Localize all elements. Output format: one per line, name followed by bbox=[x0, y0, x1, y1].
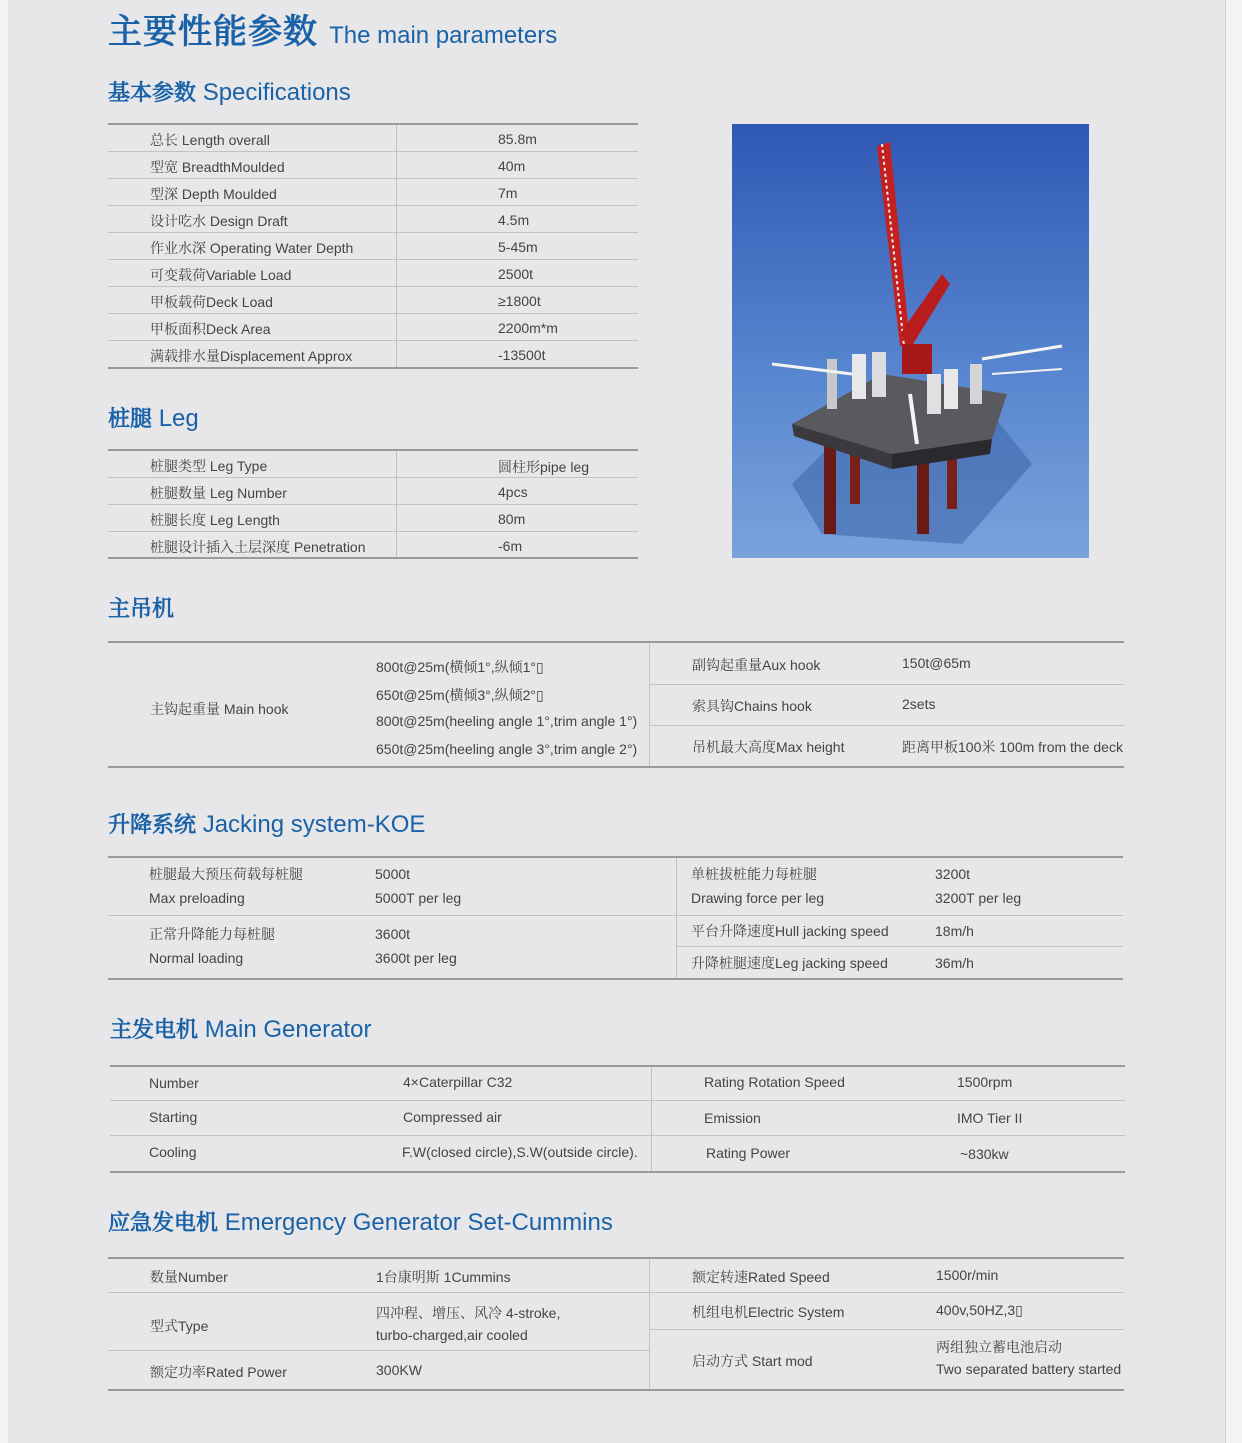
emergency-generator-table bbox=[108, 1257, 1124, 1391]
row-label: 型深 Depth Moulded bbox=[150, 186, 277, 202]
page-edge-right bbox=[1225, 0, 1242, 1443]
table-row bbox=[108, 152, 638, 179]
main-hook-value-4: 650t@25m(heeling angle 3°,trim angle 2°) bbox=[376, 741, 638, 757]
leg-heading bbox=[108, 402, 199, 433]
drawing-force-value-2: 3200T per leg bbox=[935, 890, 1022, 906]
column-divider bbox=[676, 858, 677, 978]
leg-table bbox=[108, 449, 638, 559]
crane-heading bbox=[108, 592, 174, 623]
specifications-heading bbox=[108, 76, 351, 107]
drawing-force-value-1: 3200t bbox=[935, 866, 971, 882]
row-label: 总长 Length overall bbox=[150, 132, 270, 148]
emergency-start-value-1: 两组独立蓄电池启动 bbox=[936, 1339, 1062, 1355]
row-label: 作业水深 Operating Water Depth bbox=[150, 240, 354, 256]
leg-jacking-label: 升降桩腿速度Leg jacking speed bbox=[691, 955, 888, 971]
emission-label: Emission bbox=[704, 1110, 761, 1126]
table-row bbox=[108, 206, 638, 233]
specifications-heading-zh: 基本参数 bbox=[108, 81, 197, 106]
row-value: 80m bbox=[498, 511, 526, 527]
column-divider bbox=[649, 1259, 650, 1389]
emergency-type-label: 型式Type bbox=[150, 1318, 209, 1334]
main-hook-value-2: 650t@25m(横倾3°,纵倾2°▯ bbox=[376, 687, 544, 703]
row-label: 甲板面积Deck Area bbox=[150, 321, 271, 337]
table-row bbox=[108, 125, 638, 152]
table-row bbox=[108, 505, 638, 532]
emergency-generator-heading-zh: 应急发电机 bbox=[108, 1211, 219, 1236]
row-value: -13500t bbox=[498, 347, 546, 363]
table-row bbox=[108, 341, 638, 367]
table-row bbox=[108, 179, 638, 206]
page-edge-left bbox=[0, 0, 8, 1443]
emergency-generator-heading bbox=[108, 1206, 613, 1237]
row-value: 7m bbox=[498, 185, 518, 201]
main-hook-value-1: 800t@25m(横倾1°,纵倾1°▯ bbox=[376, 659, 544, 675]
emergency-start-label: 启动方式 Start mod bbox=[692, 1353, 813, 1369]
rig-illustration bbox=[732, 124, 1089, 558]
table-row bbox=[108, 287, 638, 314]
row-label: 型宽 BreadthMoulded bbox=[150, 159, 285, 175]
rating-power-label: Rating Power bbox=[706, 1145, 791, 1161]
jacking-table bbox=[108, 856, 1123, 980]
emergency-number-label: 数量Number bbox=[150, 1269, 228, 1285]
drawing-force-label-zh: 单桩拔桩能力每桩腿 bbox=[691, 866, 817, 882]
emergency-electric-value: 400v,50HZ,3▯ bbox=[936, 1302, 1023, 1318]
row-label: 满载排水量Displacement Approx bbox=[150, 348, 353, 364]
page-title-en: The main parameters bbox=[329, 22, 558, 49]
row-divider bbox=[677, 946, 1123, 947]
normal-loading-value bbox=[375, 925, 457, 967]
row-label: 设计吃水 Design Draft bbox=[150, 213, 288, 229]
normal-loading-label bbox=[149, 925, 275, 967]
row-divider bbox=[110, 1100, 1125, 1101]
row-divider bbox=[650, 1329, 1124, 1330]
chains-hook-label: 索具钩Chains hook bbox=[692, 698, 812, 714]
main-hook-value-3: 800t@25m(heeling angle 1°,trim angle 1°) bbox=[376, 713, 638, 729]
generator-number-label: Number bbox=[149, 1075, 199, 1091]
max-height-label: 吊机最大高度Max height bbox=[692, 739, 845, 755]
row-value: 圆柱形pipe leg bbox=[498, 459, 590, 475]
main-generator-heading bbox=[110, 1013, 371, 1044]
rotation-speed-label: Rating Rotation Speed bbox=[704, 1074, 845, 1090]
generator-starting-value: Compressed air bbox=[403, 1109, 502, 1125]
emergency-rated-speed-value: 1500r/min bbox=[936, 1267, 999, 1283]
rating-power-value: ~830kw bbox=[960, 1146, 1009, 1162]
drawing-force-label bbox=[691, 865, 824, 907]
generator-number-value: 4×Caterpillar C32 bbox=[403, 1074, 513, 1090]
normal-loading-value-1: 3600t bbox=[375, 926, 411, 942]
specifications-heading-en: Specifications bbox=[202, 79, 351, 106]
emergency-rated-power-value: 300KW bbox=[376, 1362, 422, 1378]
table-row bbox=[108, 451, 638, 478]
column-divider bbox=[649, 643, 650, 766]
row-label: 桩腿长度 Leg Length bbox=[150, 512, 280, 528]
row-label: 甲板载荷Deck Load bbox=[150, 294, 273, 310]
jacking-heading bbox=[108, 808, 425, 839]
main-generator-heading-zh: 主发电机 bbox=[110, 1018, 199, 1043]
normal-loading-value-2: 3600t per leg bbox=[375, 950, 457, 966]
row-divider bbox=[108, 1292, 1124, 1293]
row-value: 85.8m bbox=[498, 131, 537, 147]
emergency-electric-label: 机组电机Electric System bbox=[692, 1304, 845, 1320]
emergency-start-value-2: Two separated battery started bbox=[936, 1361, 1122, 1377]
jacking-heading-en: Jacking system-KOE bbox=[202, 811, 426, 838]
row-divider bbox=[110, 1135, 1125, 1136]
drawing-force-label-en: Drawing force per leg bbox=[691, 890, 825, 906]
rotation-speed-value: 1500rpm bbox=[957, 1074, 1013, 1090]
row-value: 4pcs bbox=[498, 484, 528, 500]
max-preload-label-zh: 桩腿最大预压荷载每桩腿 bbox=[149, 866, 303, 882]
row-label: 可变载荷Variable Load bbox=[150, 267, 292, 283]
emergency-number-value: 1台康明斯 1Cummins bbox=[376, 1269, 511, 1285]
row-value: 40m bbox=[498, 158, 526, 174]
table-row bbox=[108, 478, 638, 505]
max-preload-label-en: Max preloading bbox=[149, 890, 245, 906]
leg-jacking-value: 36m/h bbox=[935, 955, 974, 971]
jackup-rig-photo bbox=[732, 124, 1089, 558]
leg-heading-zh: 桩腿 bbox=[108, 407, 153, 432]
generator-cooling-label: Cooling bbox=[149, 1144, 197, 1160]
row-divider bbox=[650, 684, 1124, 685]
chains-hook-value: 2sets bbox=[902, 696, 936, 712]
max-preload-value-1: 5000t bbox=[375, 866, 411, 882]
emergency-start-value bbox=[936, 1338, 1121, 1378]
hull-jacking-value: 18m/h bbox=[935, 923, 974, 939]
row-label: 桩腿设计插入土层深度 Penetration bbox=[150, 539, 366, 555]
aux-hook-value: 150t@65m bbox=[902, 655, 971, 671]
main-generator-heading-en: Main Generator bbox=[204, 1016, 372, 1043]
table-row bbox=[108, 260, 638, 287]
hull-jacking-label: 平台升降速度Hull jacking speed bbox=[691, 923, 889, 939]
page-title-zh: 主要性能参数 bbox=[108, 12, 318, 52]
row-value: -6m bbox=[498, 538, 523, 554]
row-value: ≥1800t bbox=[498, 293, 541, 309]
aux-hook-label: 副钩起重量Aux hook bbox=[692, 657, 821, 673]
table-row bbox=[108, 233, 638, 260]
max-preload-value-2: 5000T per leg bbox=[375, 890, 462, 906]
leg-heading-en: Leg bbox=[158, 405, 199, 432]
row-value: 2200m*m bbox=[498, 320, 558, 336]
emergency-type-value-2: turbo-charged,air cooled bbox=[376, 1327, 528, 1343]
row-divider bbox=[650, 725, 1124, 726]
generator-cooling-value: F.W(closed circle),S.W(outside circle). bbox=[402, 1144, 638, 1160]
emergency-type-value bbox=[376, 1304, 560, 1344]
row-label: 桩腿数量 Leg Number bbox=[150, 485, 287, 501]
table-row bbox=[108, 314, 638, 341]
emission-value: IMO Tier II bbox=[957, 1110, 1023, 1126]
emergency-generator-heading-en: Emergency Generator Set-Cummins bbox=[224, 1209, 613, 1236]
jacking-heading-zh: 升降系统 bbox=[108, 813, 197, 838]
normal-loading-label-en: Normal loading bbox=[149, 950, 244, 966]
row-value: 5-45m bbox=[498, 239, 538, 255]
emergency-type-value-1: 四冲程、增压、风冷 4-stroke, bbox=[376, 1305, 561, 1321]
specifications-table bbox=[108, 123, 638, 369]
max-preload-value bbox=[375, 865, 461, 907]
row-label: 桩腿类型 Leg Type bbox=[150, 458, 268, 474]
main-hook-label: 主钩起重量 Main hook bbox=[150, 701, 289, 717]
row-value: 2500t bbox=[498, 266, 534, 282]
crane-table bbox=[108, 641, 1124, 768]
normal-loading-label-zh: 正常升降能力每桩腿 bbox=[149, 926, 275, 942]
main-generator-table bbox=[110, 1065, 1125, 1173]
page-title bbox=[108, 4, 557, 53]
row-divider bbox=[108, 915, 1123, 916]
max-height-value: 距离甲板100米 100m from the deck bbox=[902, 739, 1123, 755]
table-row bbox=[108, 532, 638, 558]
emergency-rated-speed-label: 额定转速Rated Speed bbox=[692, 1269, 830, 1285]
max-preload-label bbox=[149, 865, 303, 907]
row-value: 4.5m bbox=[498, 212, 530, 228]
column-divider bbox=[651, 1067, 652, 1171]
drawing-force-value bbox=[935, 865, 1021, 907]
row-divider bbox=[108, 1350, 649, 1351]
generator-starting-label: Starting bbox=[149, 1109, 198, 1125]
emergency-rated-power-label: 额定功率Rated Power bbox=[150, 1364, 287, 1380]
crane-heading-zh: 主吊机 bbox=[108, 597, 175, 622]
